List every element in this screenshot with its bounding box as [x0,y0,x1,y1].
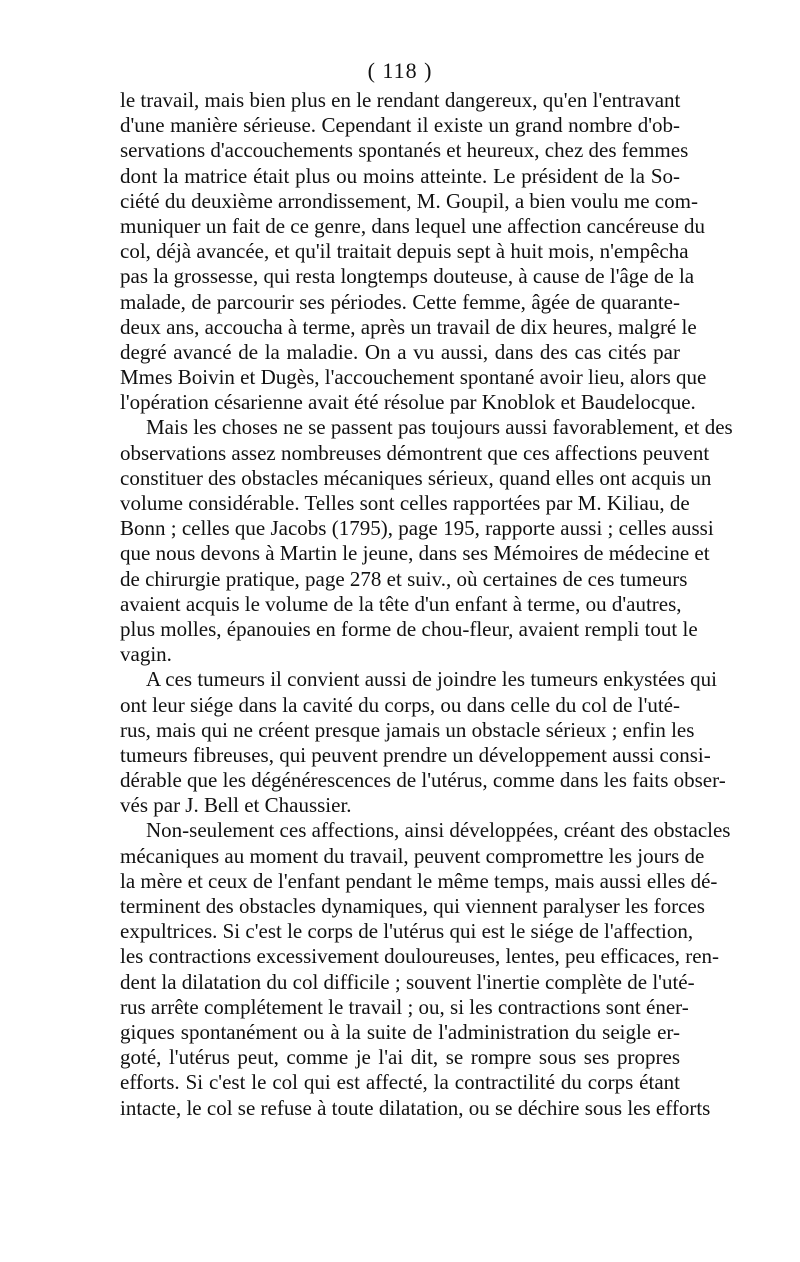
text-line: pas la grossesse, qui resta longtemps douteuse, à cause de l'âge de la [120,264,695,289]
text-line: d'une manière sérieuse. Cependant il existe un grand nombre d'ob- [120,113,680,138]
text-line: mécaniques au moment du travail, peuvent compromettre les jours de [120,843,705,868]
text-line: de chirurgie pratique, page 278 et suiv., où certaines de ces tumeurs [120,566,688,591]
text-line: dont la matrice était plus ou moins atteinte. Le président de la So- [120,163,680,188]
text-line: que nous devons à Martin le jeune, dans ses Mémoires de médecine et [120,541,710,566]
text-line: efforts. Si c'est le col qui est affecté, la contractilité du corps étant [120,1070,680,1095]
text-line: deux ans, accoucha à terme, après un travail de dix heures, malgré le [120,314,697,339]
text-line: col, déjà avancée, et qu'il traitait depuis sept à huit mois, n'empêcha [120,239,689,264]
text-line: vagin. [120,642,172,667]
text-line: plus molles, épanouies en forme de chou-fleur, avaient rempli tout le [120,616,698,641]
text-line: avaient acquis le volume de la tête d'un enfant à terme, ou d'autres, [120,591,682,616]
paragraph [120,88,707,415]
paragraph [120,667,726,818]
text-line: constituer des obstacles mécaniques sérieux, quand elles ont acquis un [120,465,712,490]
text-line: volume considérable. Telles sont celles rapportées par M. Kiliau, de [120,491,690,515]
text-line: A ces tumeurs il convient aussi de joindre les tumeurs enkystées qui [146,667,717,692]
text-line: l'opération césarienne avait été résolue par Knoblok et Baudelocque. [120,390,696,415]
paragraph [120,415,733,667]
text-line: ciété du deuxième arrondissement, M. Goupil, a bien voulu me com- [120,188,698,213]
page-number: ( 118 ) [367,58,433,83]
text-line: intacte, le col se refuse à toute dilatation, ou se déchire sous les efforts [120,1095,711,1120]
text-line: servations d'accouchements spontanés et heureux, chez des femmes [120,138,689,163]
text-line: expultrices. Si c'est le corps de l'utérus qui est le siége de l'affection, [120,919,694,944]
text-line: giques spontanément ou à la suite de l'administration du seigle er- [120,1019,680,1044]
text-line: dent la dilatation du col difficile ; souvent l'inertie complète de l'uté- [120,969,695,994]
text-line: Mmes Boivin et Dugès, l'accouchement spontané avoir lieu, alors que [120,365,707,390]
text-line: tumeurs fibreuses, qui peuvent prendre un développement aussi consi- [120,742,711,767]
text-line: dérable que les dégénérescences de l'utérus, comme dans les faits obser- [120,768,726,793]
body-text [120,88,733,1121]
text-line: rus, mais qui ne créent presque jamais un obstacle sérieux ; enfin les [120,717,695,742]
text-line: rus arrête complétement le travail ; ou, si les contractions sont éner- [120,994,689,1019]
text-line: la mère et ceux de l'enfant pendant le même temps, mais aussi elles dé- [120,868,718,893]
text-line: Non-seulement ces affections, ainsi développées, créant des obstacles [146,818,731,843]
text-line: vés par J. Bell et Chaussier. [120,793,352,818]
text-line: ont leur siége dans la cavité du corps, ou dans celle du col de l'uté- [120,692,680,717]
text-line: le travail, mais bien plus en le rendant dangereux, qu'en l'entravant [120,88,681,112]
text-line: les contractions excessivement douloureuses, lentes, peu efficaces, ren- [120,944,720,969]
text-line: malade, de parcourir ses périodes. Cette femme, âgée de quarante- [120,289,680,314]
text-line: terminent des obstacles dynamiques, qui viennent paralyser les forces [120,894,705,918]
text-line: muniquer un fait de ce genre, dans lequel une affection cancéreuse du [120,213,706,238]
text-line: observations assez nombreuses démontrent que ces affections peuvent [120,440,710,465]
text-line: Bonn ; celles que Jacobs (1795), page 195, rapporte aussi ; celles aussi [120,516,714,541]
text-line: goté, l'utérus peut, comme je l'ai dit, se rompre sous ses propres [120,1045,680,1070]
paragraph [120,818,731,1120]
text-line: Mais les choses ne se passent pas toujours aussi favorablement, et des [146,415,733,440]
text-line: degré avancé de la maladie. On a vu aussi, dans des cas cités par [120,339,680,364]
